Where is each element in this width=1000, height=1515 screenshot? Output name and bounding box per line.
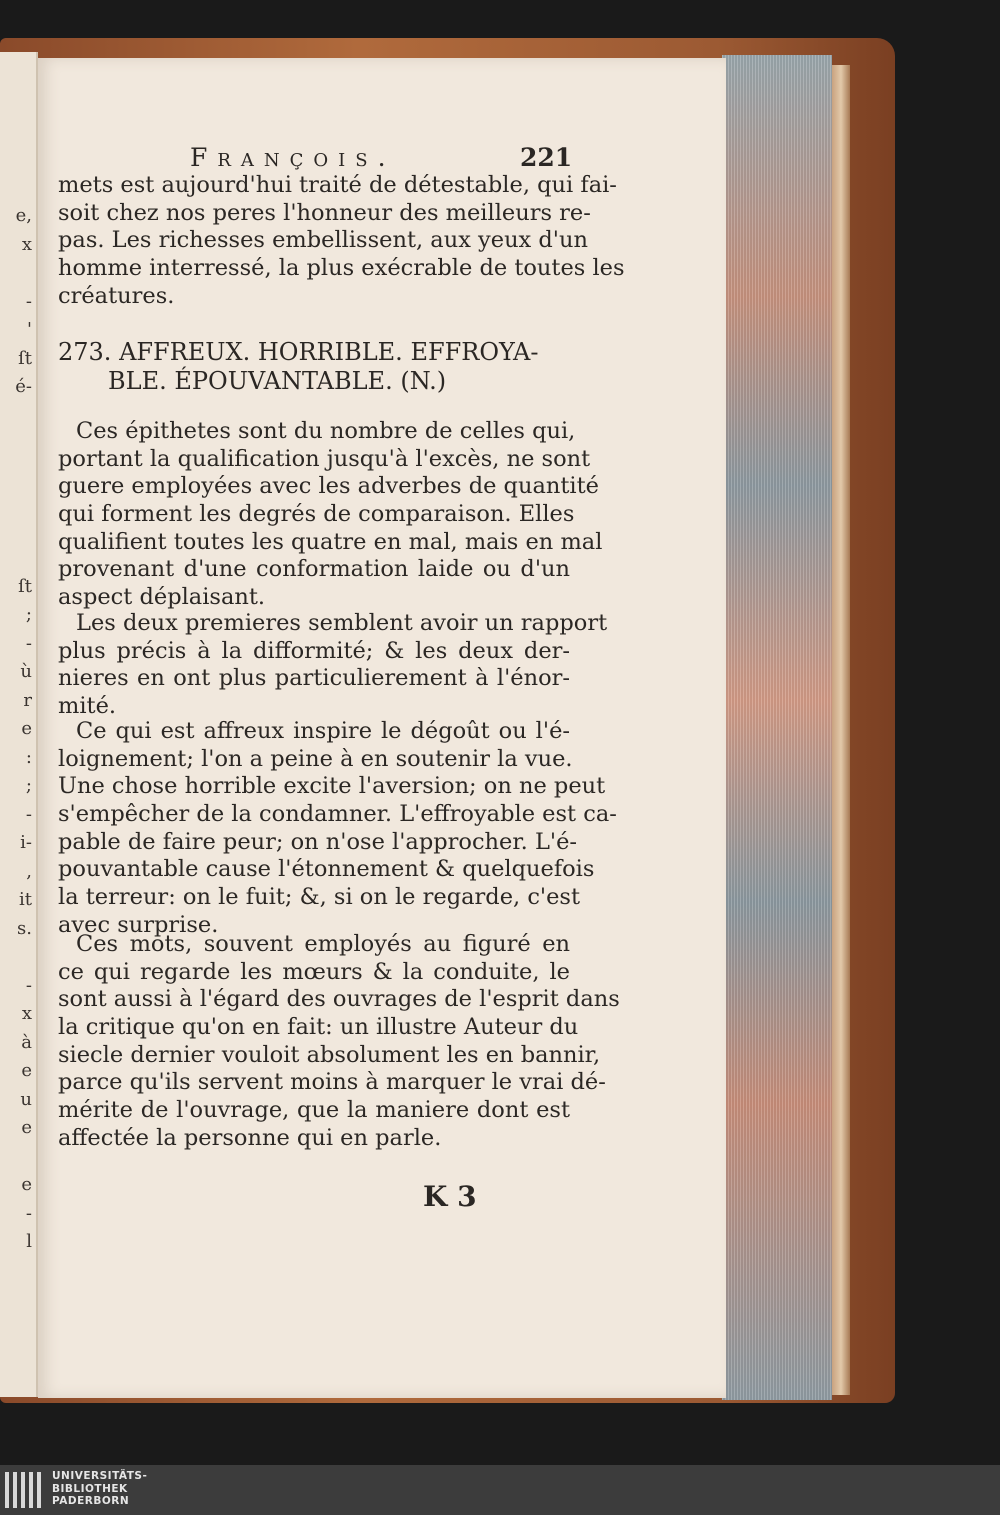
paragraph-2 [58, 610, 608, 721]
library-name-line: BIBLIOTHEK [52, 1482, 128, 1495]
page-number: 221 [520, 143, 573, 172]
library-name-line: PADERBORN [52, 1495, 130, 1507]
left-fragment: it [19, 889, 32, 910]
signature-mark: K 3 [423, 1180, 477, 1213]
left-fragment [2, 402, 32, 431]
text-line: pable de faire peur; on n'ose l'approcher. L'é- [58, 828, 577, 855]
text-line: avec surprise. [58, 911, 219, 938]
left-fragment [2, 259, 32, 288]
left-fragment: e, [15, 205, 32, 226]
left-fragment: ù [20, 661, 32, 682]
text-line: la terreur: on le fuit; &, si on le regarde, c'est [58, 884, 581, 911]
left-page-fragments [2, 202, 32, 1257]
text-line: créatures. [58, 282, 175, 309]
left-fragment: ; [25, 775, 32, 796]
left-fragment [2, 430, 32, 459]
left-fragment [2, 516, 32, 545]
left-fragment: i- [20, 832, 32, 853]
text-line: pouvantable cause l'étonnement & quelquefois [58, 856, 595, 883]
heading-line: BLE. ÉPOUVANTABLE. (N.) [108, 367, 447, 395]
text-line: plus précis à la difformité; & les deux der- [58, 637, 570, 664]
left-fragment: - [25, 632, 32, 654]
text-line: la critique qu'on en fait: un illustre Auteur du [58, 1014, 579, 1041]
text-line: Ce qui est affreux inspire le dégoût ou l'é- [76, 718, 570, 744]
left-fragment: ſt [18, 575, 32, 597]
left-fragment [2, 459, 32, 488]
text-line: affectée la personne qui en parle. [58, 1124, 442, 1151]
text-line: nieres en ont plus particulierement à l'énor- [58, 665, 570, 692]
running-header: François. [190, 143, 396, 172]
text-line: loignement; l'on a peine à en soutenir la vue. [58, 745, 573, 772]
text-line: pas. Les richesses embellissent, aux yeux d'un [58, 227, 588, 254]
left-fragment: x [21, 233, 32, 255]
left-fragment: ſt [18, 347, 32, 369]
text-line: ce qui regarde les mœurs & la conduite, le [58, 958, 570, 985]
text-line: qualifient toutes les quatre en mal, mais en mal [58, 528, 603, 555]
cover-edge [832, 65, 850, 1395]
text-line: mets est aujourd'hui traité de détestable, qui fai- [58, 172, 617, 198]
text-line: Ces mots, souvent employés au figuré en [76, 931, 570, 957]
text-line: Une chose horrible excite l'aversion; on ne peut [58, 773, 606, 800]
text-line: mité. [58, 693, 117, 720]
left-fragment [2, 544, 32, 573]
text-line: sont aussi à l'égard des ouvrages de l'esprit dans [58, 986, 620, 1013]
heading-line: 273. AFFREUX. HORRIBLE. EFFROYA- [58, 338, 539, 366]
paragraph-3 [58, 718, 617, 940]
library-logo-icon [5, 1472, 45, 1508]
article-heading [58, 338, 570, 396]
text-line: provenant d'une conformation laide ou d'un [58, 556, 570, 583]
library-name-line: UNIVERSITÄTS- [52, 1470, 148, 1482]
text-line: s'empêcher de la condamner. L'effroyable est ca- [58, 801, 617, 828]
text-line: mérite de l'ouvrage, que la maniere dont est [58, 1097, 570, 1124]
left-fragment: e [21, 1060, 32, 1081]
left-fragment: l [26, 1231, 32, 1252]
left-fragment: : [25, 746, 32, 768]
text-line: parce qu'ils servent moins à marquer le vrai dé- [58, 1069, 606, 1096]
left-fragment: s. [17, 917, 32, 939]
library-name [52, 1470, 147, 1508]
text-line: siecle dernier vouloit absolument les en bannir, [58, 1041, 601, 1068]
library-footer [0, 1465, 1000, 1515]
text-line: Ces épithetes sont du nombre de celles qui, [76, 418, 576, 444]
text-line: homme interressé, la plus exécrable de toutes les [58, 255, 625, 282]
left-fragment: - [25, 1202, 32, 1224]
left-fragment: ' [27, 319, 32, 340]
left-fragment: é- [15, 376, 32, 397]
left-fragment: - [25, 974, 32, 996]
paragraph-4 [58, 931, 620, 1153]
text-line: Les deux premieres semblent avoir un rapport [76, 610, 608, 636]
continued-paragraph [58, 172, 625, 310]
paragraph-1 [58, 418, 603, 612]
left-fragment [2, 1143, 32, 1172]
left-fragment: x [21, 1003, 32, 1024]
text-line: guere employées avec les adverbes de quantité [58, 473, 599, 500]
text-line: qui forment les degrés de comparaison. Elles [58, 501, 575, 528]
left-fragment: à [21, 1031, 32, 1053]
left-fragment [2, 943, 32, 972]
left-fragment: u [20, 1088, 32, 1110]
left-fragment: e [21, 1117, 32, 1138]
text-line: soit chez nos peres l'honneur des meilleurs re- [58, 199, 591, 226]
page-edges-marbled [722, 55, 832, 1400]
text-line: aspect déplaisant. [58, 584, 266, 611]
left-page-edge [0, 52, 38, 1397]
left-fragment: e [21, 1174, 32, 1195]
left-fragment: - [25, 290, 32, 312]
left-fragment: , [26, 860, 32, 882]
left-fragment: e [21, 718, 32, 739]
left-fragment [2, 487, 32, 516]
left-fragment: - [25, 803, 32, 825]
text-line: portant la qualification jusqu'à l'excès, ne sont [58, 445, 591, 472]
left-fragment: ; [25, 604, 32, 625]
left-fragment: r [23, 689, 32, 711]
